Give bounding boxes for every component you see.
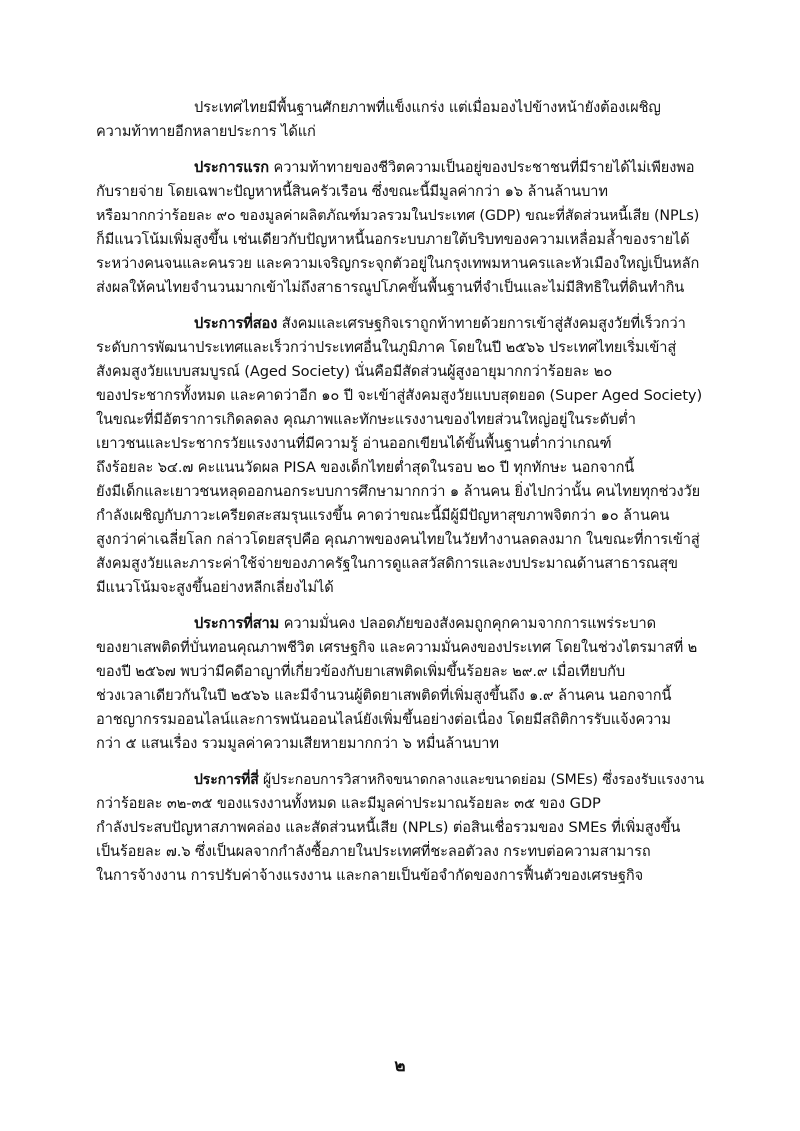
paragraph-line: กว่า ๕ แสนเรื่อง รวมมูลค่าความเสียหายมากกว่า ๖ หมื่นล้านบาท	[96, 735, 499, 752]
paragraph-line: ความท้าทายอีกหลายประการ ได้แก่	[96, 123, 316, 140]
paragraph-line: ของประชากรทั้งหมด และคาดว่าอีก ๑๐ ปี จะเข้าสู่สังคมสูงวัยแบบสุดยอด (Super Aged Society)	[96, 387, 703, 404]
paragraph-line: สูงกว่าค่าเฉลี่ยโลก กล่าวโดยสรุปคือ คุณภาพของคนไทยในวัยทำงานลดลงมาก ในขณะที่การเข้าสู่	[96, 531, 700, 548]
paragraph-line: กำลังเผชิญกับภาวะเครียดสะสมรุนแรงขึ้น คาดว่าขณะนี้มีผู้มีปัญหาสุขภาพจิตกว่า ๑๐ ล้านคน	[96, 507, 670, 524]
section-heading: ประการแรก	[194, 159, 269, 176]
paragraph-text: ผู้ประกอบการวิสาหกิจขนาดกลางและขนาดย่อม (SMEs) ซึ่งรองรับแรงงาน	[258, 772, 704, 788]
section-second	[96, 312, 706, 600]
paragraph-line: มีแนวโน้มจะสูงขึ้นอย่างหลีกเลี่ยงไม่ได้	[96, 579, 334, 596]
paragraph-line: ช่วงเวลาเดียวกันในปี ๒๕๖๖ และมีจำนวนผู้ติดยาเสพติดที่เพิ่มสูงขึ้นถึง ๑.๙ ล้านคน นอกจากนี้	[96, 687, 672, 704]
section-first-line	[96, 156, 706, 180]
section-heading: ประการที่สอง	[194, 315, 278, 332]
section-third	[96, 612, 706, 756]
section-first-line	[96, 612, 706, 636]
paragraph-line: ในขณะที่มีอัตราการเกิดลดลง คุณภาพและทักษะแรงงานของไทยส่วนใหญ่อยู่ในระดับต่ำ	[96, 411, 636, 428]
section-first-line	[96, 768, 706, 792]
section-heading: ประการที่สาม	[194, 615, 280, 632]
paragraph-line: ของปี ๒๕๖๗ พบว่ามีคดีอาญาที่เกี่ยวข้องกับยาเสพติดเพิ่มขึ้นร้อยละ ๒๙.๙ เมื่อเทียบกับ	[96, 663, 626, 680]
paragraph-line: อาชญากรรมออนไลน์และการพนันออนไลน์ยังเพิ่มขึ้นอย่างต่อเนื่อง โดยมีสถิติการรับแจ้งความ	[96, 711, 671, 728]
paragraph-line: ยังมีเด็กและเยาวชนหลุดออกนอกระบบการศึกษามากกว่า ๑ ล้านคน ยิ่งไปกว่านั้น คนไทยทุกช่วงวัย	[96, 483, 701, 500]
paragraph-line: ในการจ้างงาน การปรับค่าจ้างแรงงาน และกลายเป็นข้อจำกัดของการฟื้นตัวของเศรษฐกิจ	[96, 867, 644, 884]
paragraph-line: สังคมสูงวัยแบบสมบูรณ์ (Aged Society) นั่นคือมีสัดส่วนผู้สูงอายุมากกว่าร้อยละ ๒๐	[96, 363, 613, 380]
intro-paragraph	[96, 96, 706, 144]
section-heading: ประการที่สี่	[194, 772, 259, 788]
paragraph-line: หรือมากกว่าร้อยละ ๙๐ ของมูลค่าผลิตภัณฑ์มวลรวมในประเทศ (GDP) ขณะที่สัดส่วนหนี้เสีย (NPLs)	[96, 208, 700, 224]
section-fourth	[96, 768, 706, 888]
page-number: ๒	[394, 1056, 406, 1076]
section-first	[96, 156, 706, 300]
paragraph-line: ถึงร้อยละ ๖๔.๗ คะแนนวัดผล PISA ของเด็กไทยต่ำสุดในรอบ ๒๐ ปี ทุกทักษะ นอกจากนี้	[96, 459, 635, 476]
paragraph-text: สังคมและเศรษฐกิจเราถูกท้าทายด้วยการเข้าสู่สังคมสูงวัยที่เร็วกว่า	[277, 315, 686, 332]
paragraph-line: ระดับการพัฒนาประเทศและเร็วกว่าประเทศอื่นในภูมิภาค โดยในปี ๒๕๖๖ ประเทศไทยเริ่มเข้าสู่	[96, 339, 677, 356]
paragraph-line: เป็นร้อยละ ๗.๖ ซึ่งเป็นผลจากกำลังซื้อภายในประเทศที่ชะลอตัวลง กระทบต่อความสามารถ	[96, 843, 651, 860]
paragraph-line: กว่าร้อยละ ๓๒-๓๕ ของแรงงานทั้งหมด และมีมูลค่าประมาณร้อยละ ๓๕ ของ GDP	[96, 795, 601, 812]
paragraph-line: ระหว่างคนจนและคนรวย และความเจริญกระจุกตัวอยู่ในกรุงเทพมหานครและหัวเมืองใหญ่เป็นหลัก	[96, 255, 700, 272]
paragraph-line: เยาวชนและประชากรวัยแรงงานที่มีความรู้ อ่านออกเขียนได้ขั้นพื้นฐานต่ำกว่าเกณฑ์	[96, 435, 612, 452]
paragraph-line: กับรายจ่าย โดยเฉพาะปัญหาหนี้สินครัวเรือน ซึ่งขณะนี้มีมูลค่ากว่า ๑๖ ล้านล้านบาท	[96, 183, 608, 200]
paragraph-text: ความท้าทายของชีวิตความเป็นอยู่ของประชาชนที่มีรายได้ไม่เพียงพอ	[269, 159, 695, 176]
paragraph-line: ก็มีแนวโน้มเพิ่มสูงขึ้น เช่นเดียวกับปัญหาหนี้นอกระบบภายใต้บริบทของความเหลื่อมล้ำของรายได้	[96, 231, 690, 248]
paragraph-line: สังคมสูงวัยและภาระค่าใช้จ่ายของภาครัฐในการดูแลสวัสดิการและงบประมาณด้านสาธารณสุข	[96, 555, 678, 572]
paragraph-text: ความมั่นคง ปลอดภัยของสังคมถูกคุกคามจากการแพร่ระบาด	[279, 615, 656, 632]
document-body	[96, 96, 706, 888]
paragraph-line: ของยาเสพติดที่บั่นทอนคุณภาพชีวิต เศรษฐกิจ และความมั่นคงของประเทศ โดยในช่วงไตรมาสที่ ๒	[96, 639, 698, 656]
section-first-line	[96, 312, 706, 336]
paragraph-line: กำลังประสบปัญหาสภาพคล่อง และสัดส่วนหนี้เสีย (NPLs) ต่อสินเชื่อรวมของ SMEs ที่เพิ่มสูงขึ้น	[96, 819, 681, 836]
paragraph-line: ส่งผลให้คนไทยจำนวนมากเข้าไม่ถึงสาธารณูปโภคขั้นพื้นฐานที่จำเป็นและไม่มีสิทธิในที่ดินทำกิน	[96, 279, 685, 296]
paragraph-line: ประเทศไทยมีพื้นฐานศักยภาพที่แข็งแกร่ง แต่เมื่อมองไปข้างหน้ายังต้องเผชิญ	[194, 99, 661, 116]
